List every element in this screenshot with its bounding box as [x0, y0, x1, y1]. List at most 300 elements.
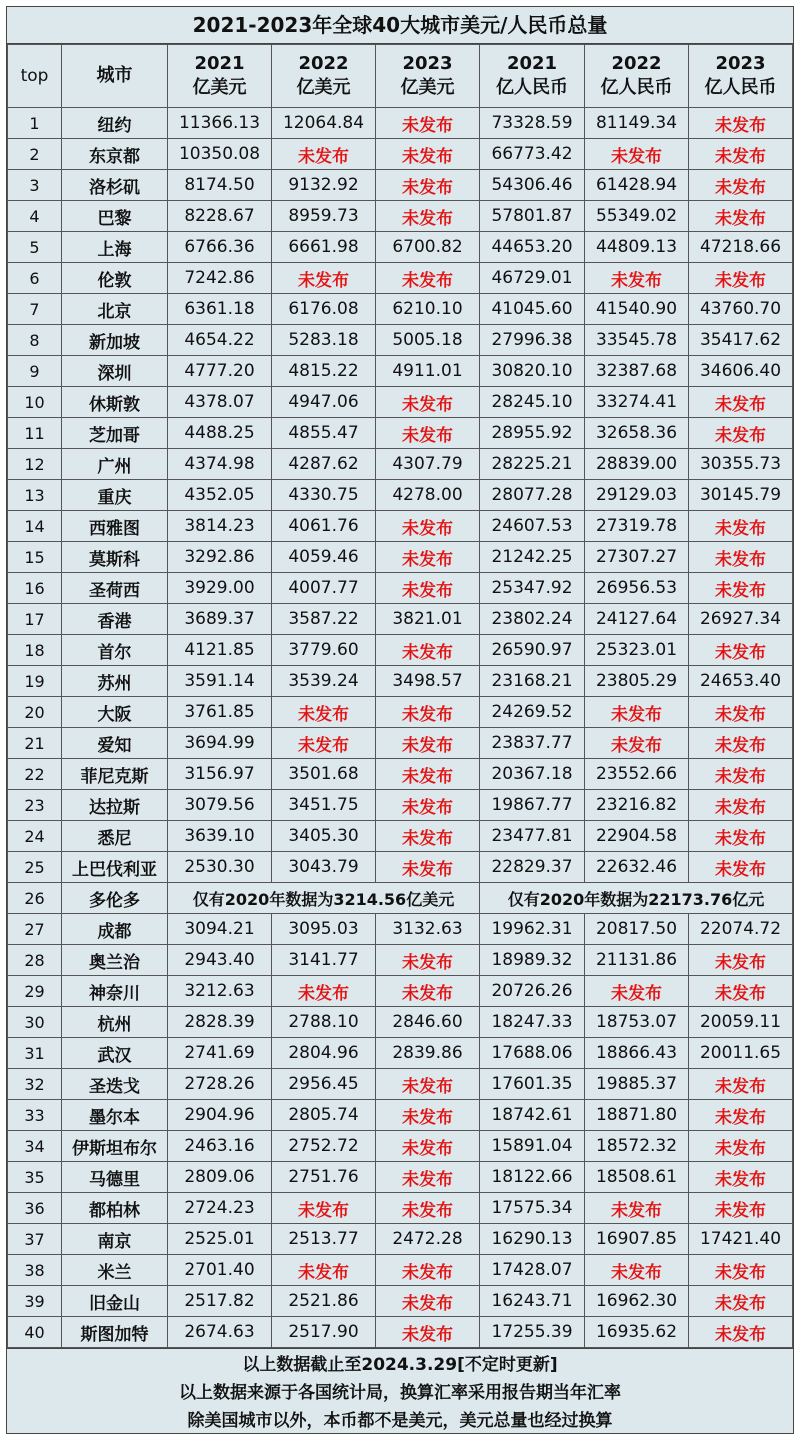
not-released-cell: 未发布 [376, 635, 480, 666]
rank-cell: 38 [8, 1255, 62, 1286]
not-released-cell: 未发布 [376, 759, 480, 790]
not-released-cell: 未发布 [376, 1286, 480, 1317]
table-row [8, 263, 793, 294]
value-cell: 3132.63 [376, 914, 480, 945]
value-cell: 22632.46 [585, 852, 689, 883]
table-row [8, 697, 793, 728]
value-cell: 3591.14 [168, 666, 272, 697]
not-released-cell: 未发布 [376, 542, 480, 573]
city-cell: 奥兰治 [62, 945, 168, 976]
value-cell: 22074.72 [689, 914, 793, 945]
value-cell: 2828.39 [168, 1007, 272, 1038]
table-row [8, 511, 793, 542]
table-row [8, 449, 793, 480]
value-cell: 57801.87 [480, 201, 585, 232]
value-cell: 4777.20 [168, 356, 272, 387]
value-cell: 20011.65 [689, 1038, 793, 1069]
value-cell: 34606.40 [689, 356, 793, 387]
value-cell: 6661.98 [272, 232, 376, 263]
not-released-cell: 未发布 [376, 976, 480, 1007]
value-cell: 8228.67 [168, 201, 272, 232]
value-cell: 2674.63 [168, 1317, 272, 1348]
value-cell: 23216.82 [585, 790, 689, 821]
header-col-5 [585, 45, 689, 108]
not-released-cell: 未发布 [689, 1162, 793, 1193]
not-released-cell: 未发布 [376, 201, 480, 232]
rank-cell: 34 [8, 1131, 62, 1162]
not-released-cell: 未发布 [376, 1131, 480, 1162]
value-cell: 33274.41 [585, 387, 689, 418]
table-row [8, 542, 793, 573]
value-cell: 25323.01 [585, 635, 689, 666]
value-cell: 10350.08 [168, 139, 272, 170]
value-cell: 5005.18 [376, 325, 480, 356]
value-cell: 73328.59 [480, 108, 585, 139]
city-cell: 杭州 [62, 1007, 168, 1038]
value-cell: 2788.10 [272, 1007, 376, 1038]
not-released-cell: 未发布 [376, 387, 480, 418]
value-cell: 29129.03 [585, 480, 689, 511]
city-cell: 多伦多 [62, 883, 168, 914]
value-cell: 24269.52 [480, 697, 585, 728]
value-cell: 41045.60 [480, 294, 585, 325]
not-released-cell: 未发布 [689, 1100, 793, 1131]
table-row [8, 139, 793, 170]
header-col-2 [272, 45, 376, 108]
rank-cell: 39 [8, 1286, 62, 1317]
value-cell: 30355.73 [689, 449, 793, 480]
not-released-cell: 未发布 [585, 139, 689, 170]
value-cell: 3498.57 [376, 666, 480, 697]
rank-cell: 33 [8, 1100, 62, 1131]
city-cell: 深圳 [62, 356, 168, 387]
value-cell: 4287.62 [272, 449, 376, 480]
rank-cell: 10 [8, 387, 62, 418]
header-city: 城市 [62, 45, 168, 108]
not-released-cell: 未发布 [689, 1317, 793, 1348]
city-cell: 新加坡 [62, 325, 168, 356]
table-row [8, 1100, 793, 1131]
value-cell: 4330.75 [272, 480, 376, 511]
value-cell: 8174.50 [168, 170, 272, 201]
value-cell: 47218.66 [689, 232, 793, 263]
table-row [8, 1069, 793, 1100]
value-cell: 17601.35 [480, 1069, 585, 1100]
city-table [7, 44, 793, 1348]
value-cell: 27319.78 [585, 511, 689, 542]
value-cell: 20059.11 [689, 1007, 793, 1038]
rank-cell: 20 [8, 697, 62, 728]
not-released-cell: 未发布 [689, 728, 793, 759]
value-cell: 20726.26 [480, 976, 585, 1007]
value-cell: 20367.18 [480, 759, 585, 790]
city-cell: 旧金山 [62, 1286, 168, 1317]
value-cell: 17428.07 [480, 1255, 585, 1286]
header-year: 2021 [194, 53, 245, 74]
rank-cell: 22 [8, 759, 62, 790]
value-cell: 4278.00 [376, 480, 480, 511]
table-row [8, 1224, 793, 1255]
rank-cell: 3 [8, 170, 62, 201]
value-cell: 2943.40 [168, 945, 272, 976]
value-cell: 28839.00 [585, 449, 689, 480]
value-cell: 19885.37 [585, 1069, 689, 1100]
table-row [8, 821, 793, 852]
not-released-cell: 未发布 [689, 945, 793, 976]
value-cell: 22829.37 [480, 852, 585, 883]
table-row [8, 1131, 793, 1162]
value-cell: 2530.30 [168, 852, 272, 883]
value-cell: 27307.27 [585, 542, 689, 573]
value-cell: 6766.36 [168, 232, 272, 263]
table-row [8, 573, 793, 604]
value-cell: 3779.60 [272, 635, 376, 666]
rank-cell: 12 [8, 449, 62, 480]
city-cell: 菲尼克斯 [62, 759, 168, 790]
table-row [8, 852, 793, 883]
table-row [8, 1317, 793, 1348]
value-cell: 2517.90 [272, 1317, 376, 1348]
value-cell: 35417.62 [689, 325, 793, 356]
header-unit: 亿美元 [400, 77, 455, 98]
value-cell: 23477.81 [480, 821, 585, 852]
not-released-cell: 未发布 [272, 139, 376, 170]
rank-cell: 7 [8, 294, 62, 325]
value-cell: 3814.23 [168, 511, 272, 542]
value-cell: 81149.34 [585, 108, 689, 139]
value-cell: 66773.42 [480, 139, 585, 170]
header-col-6 [689, 45, 793, 108]
note-usd-cell: 仅有2020年数据为3214.56亿美元 [168, 883, 480, 914]
not-released-cell: 未发布 [272, 728, 376, 759]
city-cell: 马德里 [62, 1162, 168, 1193]
not-released-cell: 未发布 [689, 511, 793, 542]
not-released-cell: 未发布 [689, 201, 793, 232]
value-cell: 44653.20 [480, 232, 585, 263]
value-cell: 8959.73 [272, 201, 376, 232]
city-cell: 南京 [62, 1224, 168, 1255]
header-col-1 [168, 45, 272, 108]
rank-cell: 18 [8, 635, 62, 666]
value-cell: 22904.58 [585, 821, 689, 852]
value-cell: 54306.46 [480, 170, 585, 201]
rank-cell: 6 [8, 263, 62, 294]
value-cell: 3094.21 [168, 914, 272, 945]
value-cell: 2463.16 [168, 1131, 272, 1162]
not-released-cell: 未发布 [689, 635, 793, 666]
value-cell: 18871.80 [585, 1100, 689, 1131]
not-released-cell: 未发布 [689, 821, 793, 852]
not-released-cell: 未发布 [585, 697, 689, 728]
city-cell: 悉尼 [62, 821, 168, 852]
value-cell: 3761.85 [168, 697, 272, 728]
city-cell: 上巴伐利亚 [62, 852, 168, 883]
value-cell: 24127.64 [585, 604, 689, 635]
value-cell: 27996.38 [480, 325, 585, 356]
value-cell: 4352.05 [168, 480, 272, 511]
value-cell: 28077.28 [480, 480, 585, 511]
value-cell: 4121.85 [168, 635, 272, 666]
value-cell: 26590.97 [480, 635, 585, 666]
not-released-cell: 未发布 [689, 790, 793, 821]
table-row [8, 232, 793, 263]
table-body [8, 108, 793, 1348]
not-released-cell: 未发布 [689, 139, 793, 170]
not-released-cell: 未发布 [689, 1069, 793, 1100]
value-cell: 23837.77 [480, 728, 585, 759]
not-released-cell: 未发布 [376, 1100, 480, 1131]
value-cell: 16962.30 [585, 1286, 689, 1317]
table-row [8, 728, 793, 759]
value-cell: 17255.39 [480, 1317, 585, 1348]
city-cell: 成都 [62, 914, 168, 945]
value-cell: 2804.96 [272, 1038, 376, 1069]
table-row [8, 1038, 793, 1069]
value-cell: 24607.53 [480, 511, 585, 542]
rank-cell: 11 [8, 418, 62, 449]
rank-cell: 35 [8, 1162, 62, 1193]
value-cell: 18122.66 [480, 1162, 585, 1193]
footer-line: 以上数据来源于各国统计局，换算汇率采用报告期当年汇率 [179, 1383, 621, 1403]
value-cell: 2805.74 [272, 1100, 376, 1131]
rank-cell: 1 [8, 108, 62, 139]
footer-line: 除美国城市以外，本币都不是美元，美元总量也经过换算 [187, 1411, 613, 1431]
not-released-cell: 未发布 [376, 852, 480, 883]
city-cell: 西雅图 [62, 511, 168, 542]
city-cell: 洛杉矶 [62, 170, 168, 201]
rank-cell: 8 [8, 325, 62, 356]
not-released-cell: 未发布 [376, 1193, 480, 1224]
city-cell: 苏州 [62, 666, 168, 697]
value-cell: 61428.94 [585, 170, 689, 201]
not-released-cell: 未发布 [689, 852, 793, 883]
not-released-cell: 未发布 [376, 1255, 480, 1286]
table-row [8, 418, 793, 449]
rank-cell: 16 [8, 573, 62, 604]
value-cell: 6176.08 [272, 294, 376, 325]
header-unit: 亿人民币 [600, 77, 673, 98]
value-cell: 3639.10 [168, 821, 272, 852]
not-released-cell: 未发布 [272, 976, 376, 1007]
value-cell: 11366.13 [168, 108, 272, 139]
value-cell: 4061.76 [272, 511, 376, 542]
not-released-cell: 未发布 [689, 418, 793, 449]
table-row [8, 976, 793, 1007]
value-cell: 4488.25 [168, 418, 272, 449]
city-cell: 都柏林 [62, 1193, 168, 1224]
not-released-cell: 未发布 [689, 1193, 793, 1224]
not-released-cell: 未发布 [376, 728, 480, 759]
city-cell: 神奈川 [62, 976, 168, 1007]
not-released-cell: 未发布 [689, 1286, 793, 1317]
not-released-cell: 未发布 [689, 108, 793, 139]
value-cell: 23168.21 [480, 666, 585, 697]
city-cell: 圣迭戈 [62, 1069, 168, 1100]
value-cell: 3156.97 [168, 759, 272, 790]
not-released-cell: 未发布 [689, 542, 793, 573]
not-released-cell: 未发布 [376, 108, 480, 139]
header-unit: 亿人民币 [496, 77, 568, 98]
not-released-cell: 未发布 [272, 1255, 376, 1286]
value-cell: 16907.85 [585, 1224, 689, 1255]
table-row [8, 1286, 793, 1317]
not-released-cell: 未发布 [689, 1255, 793, 1286]
rank-cell: 30 [8, 1007, 62, 1038]
value-cell: 2846.60 [376, 1007, 480, 1038]
value-cell: 2521.86 [272, 1286, 376, 1317]
value-cell: 4815.22 [272, 356, 376, 387]
rank-cell: 36 [8, 1193, 62, 1224]
city-cell: 休斯敦 [62, 387, 168, 418]
rank-cell: 17 [8, 604, 62, 635]
value-cell: 21242.25 [480, 542, 585, 573]
value-cell: 9132.92 [272, 170, 376, 201]
value-cell: 3587.22 [272, 604, 376, 635]
value-cell: 44809.13 [585, 232, 689, 263]
city-cell: 斯图加特 [62, 1317, 168, 1348]
city-cell: 爱知 [62, 728, 168, 759]
not-released-cell: 未发布 [376, 945, 480, 976]
not-released-cell: 未发布 [376, 170, 480, 201]
value-cell: 17575.34 [480, 1193, 585, 1224]
value-cell: 3821.01 [376, 604, 480, 635]
rank-cell: 19 [8, 666, 62, 697]
value-cell: 23805.29 [585, 666, 689, 697]
rank-cell: 28 [8, 945, 62, 976]
rank-cell: 9 [8, 356, 62, 387]
value-cell: 6210.10 [376, 294, 480, 325]
rank-cell: 2 [8, 139, 62, 170]
city-cell: 伦敦 [62, 263, 168, 294]
value-cell: 6700.82 [376, 232, 480, 263]
not-released-cell: 未发布 [689, 573, 793, 604]
not-released-cell: 未发布 [585, 263, 689, 294]
rank-cell: 23 [8, 790, 62, 821]
table-row [8, 387, 793, 418]
header-year: 2022 [611, 53, 662, 74]
header-col-4 [480, 45, 585, 108]
table-row [8, 666, 793, 697]
value-cell: 3694.99 [168, 728, 272, 759]
value-cell: 30145.79 [689, 480, 793, 511]
value-cell: 2839.86 [376, 1038, 480, 1069]
table-row [8, 201, 793, 232]
value-cell: 16243.71 [480, 1286, 585, 1317]
rank-cell: 4 [8, 201, 62, 232]
header-unit: 亿美元 [192, 77, 247, 98]
value-cell: 4855.47 [272, 418, 376, 449]
city-cell: 东京都 [62, 139, 168, 170]
table-row [8, 635, 793, 666]
city-cell: 伊斯坦布尔 [62, 1131, 168, 1162]
rank-cell: 13 [8, 480, 62, 511]
value-cell: 33545.78 [585, 325, 689, 356]
city-cell: 香港 [62, 604, 168, 635]
not-released-cell: 未发布 [376, 511, 480, 542]
city-cell: 重庆 [62, 480, 168, 511]
value-cell: 16290.13 [480, 1224, 585, 1255]
value-cell: 18572.32 [585, 1131, 689, 1162]
not-released-cell: 未发布 [272, 263, 376, 294]
city-cell: 纽约 [62, 108, 168, 139]
value-cell: 6361.18 [168, 294, 272, 325]
table-row [8, 325, 793, 356]
rank-cell: 32 [8, 1069, 62, 1100]
value-cell: 4059.46 [272, 542, 376, 573]
table-row [8, 1162, 793, 1193]
not-released-cell: 未发布 [272, 697, 376, 728]
header-year: 2021 [506, 53, 558, 74]
value-cell: 2752.72 [272, 1131, 376, 1162]
not-released-cell: 未发布 [585, 1193, 689, 1224]
value-cell: 2517.82 [168, 1286, 272, 1317]
value-cell: 26927.34 [689, 604, 793, 635]
value-cell: 46729.01 [480, 263, 585, 294]
value-cell: 25347.92 [480, 573, 585, 604]
value-cell: 2728.26 [168, 1069, 272, 1100]
value-cell: 3501.68 [272, 759, 376, 790]
value-cell: 2809.06 [168, 1162, 272, 1193]
header-top: top [8, 45, 62, 108]
value-cell: 4374.98 [168, 449, 272, 480]
value-cell: 4378.07 [168, 387, 272, 418]
value-cell: 3405.30 [272, 821, 376, 852]
table-row [8, 108, 793, 139]
city-cell: 首尔 [62, 635, 168, 666]
value-cell: 2741.69 [168, 1038, 272, 1069]
rank-cell: 31 [8, 1038, 62, 1069]
sheet-title: 2021-2023年全球40大城市美元/人民币总量 [7, 7, 793, 44]
value-cell: 3212.63 [168, 976, 272, 1007]
not-released-cell: 未发布 [376, 821, 480, 852]
city-cell: 圣荷西 [62, 573, 168, 604]
table-row [8, 914, 793, 945]
table-row [8, 480, 793, 511]
rank-cell: 26 [8, 883, 62, 914]
table-row [8, 945, 793, 976]
header-year: 2023 [402, 53, 453, 74]
city-cell: 墨尔本 [62, 1100, 168, 1131]
value-cell: 4654.22 [168, 325, 272, 356]
city-cell: 大阪 [62, 697, 168, 728]
rank-cell: 29 [8, 976, 62, 1007]
value-cell: 20817.50 [585, 914, 689, 945]
value-cell: 41540.90 [585, 294, 689, 325]
data-sheet [6, 6, 794, 1434]
table-row [8, 790, 793, 821]
rank-cell: 14 [8, 511, 62, 542]
not-released-cell: 未发布 [376, 139, 480, 170]
city-cell: 广州 [62, 449, 168, 480]
city-cell: 莫斯科 [62, 542, 168, 573]
value-cell: 19867.77 [480, 790, 585, 821]
table-row [8, 356, 793, 387]
not-released-cell: 未发布 [376, 1069, 480, 1100]
footer-line: 以上数据截止至2024.3.29[不定时更新] [242, 1355, 558, 1375]
city-cell: 达拉斯 [62, 790, 168, 821]
table-row [8, 759, 793, 790]
value-cell: 18753.07 [585, 1007, 689, 1038]
value-cell: 26956.53 [585, 573, 689, 604]
value-cell: 3929.00 [168, 573, 272, 604]
rank-cell: 24 [8, 821, 62, 852]
value-cell: 2513.77 [272, 1224, 376, 1255]
not-released-cell: 未发布 [689, 697, 793, 728]
value-cell: 18742.61 [480, 1100, 585, 1131]
value-cell: 2724.23 [168, 1193, 272, 1224]
table-row [8, 170, 793, 201]
not-released-cell: 未发布 [585, 1255, 689, 1286]
